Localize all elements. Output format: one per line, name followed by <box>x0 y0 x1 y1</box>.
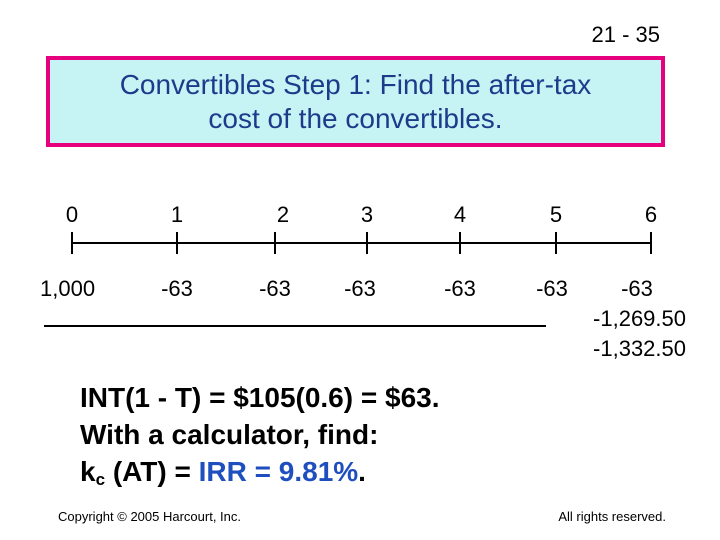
slide-number: 21 - 35 <box>591 22 660 47</box>
rights-text: All rights reserved. <box>558 509 666 524</box>
timeline-tick <box>366 232 368 254</box>
cash-flow: 1,000 <box>40 276 96 301</box>
period-label: 5 <box>549 202 563 227</box>
period-label: 2 <box>276 202 290 227</box>
period-label: 4 <box>453 202 467 227</box>
timeline-tick <box>459 232 461 254</box>
body-line-1: INT(1 - T) = $105(0.6) = $63. <box>80 382 440 413</box>
timeline-tick <box>176 232 178 254</box>
slide-title-box <box>46 56 665 147</box>
period-label: 0 <box>65 202 79 227</box>
copyright-text: Copyright © 2005 Harcourt, Inc. <box>58 509 241 524</box>
period-label: 6 <box>644 202 658 227</box>
body-line-3 <box>80 455 366 497</box>
timeline-tick <box>274 232 276 254</box>
kc-symbol: k <box>80 456 96 487</box>
timeline-tick <box>71 232 73 254</box>
slide-title-line-2: cost of the convertibles. <box>208 102 503 134</box>
slide-title-line-1: Convertibles Step 1: Find the after-tax <box>119 68 592 100</box>
body-line-2: With a calculator, find: <box>80 419 379 450</box>
cash-flow: -63 <box>344 276 376 301</box>
period-label: 3 <box>360 202 374 227</box>
cash-flow: -63 <box>259 276 291 301</box>
body-line-3-end: . <box>358 456 366 487</box>
period-label: 1 <box>170 202 184 227</box>
timeline-tick <box>555 232 557 254</box>
extra-cash-flow: -1,332.50 <box>593 336 686 361</box>
cash-flow: -63 <box>621 276 653 301</box>
kc-subscript: c <box>95 470 106 489</box>
cash-flow: -63 <box>536 276 568 301</box>
timeline-tick <box>650 232 652 254</box>
timeline-line <box>72 242 652 244</box>
cash-flow: -63 <box>444 276 476 301</box>
summation-line <box>44 325 546 327</box>
extra-cash-flow: -1,269.50 <box>593 306 686 331</box>
body-line-3-mid: (AT) = <box>105 456 199 487</box>
irr-result: IRR = 9.81% <box>198 456 359 487</box>
cash-flow: -63 <box>161 276 193 301</box>
